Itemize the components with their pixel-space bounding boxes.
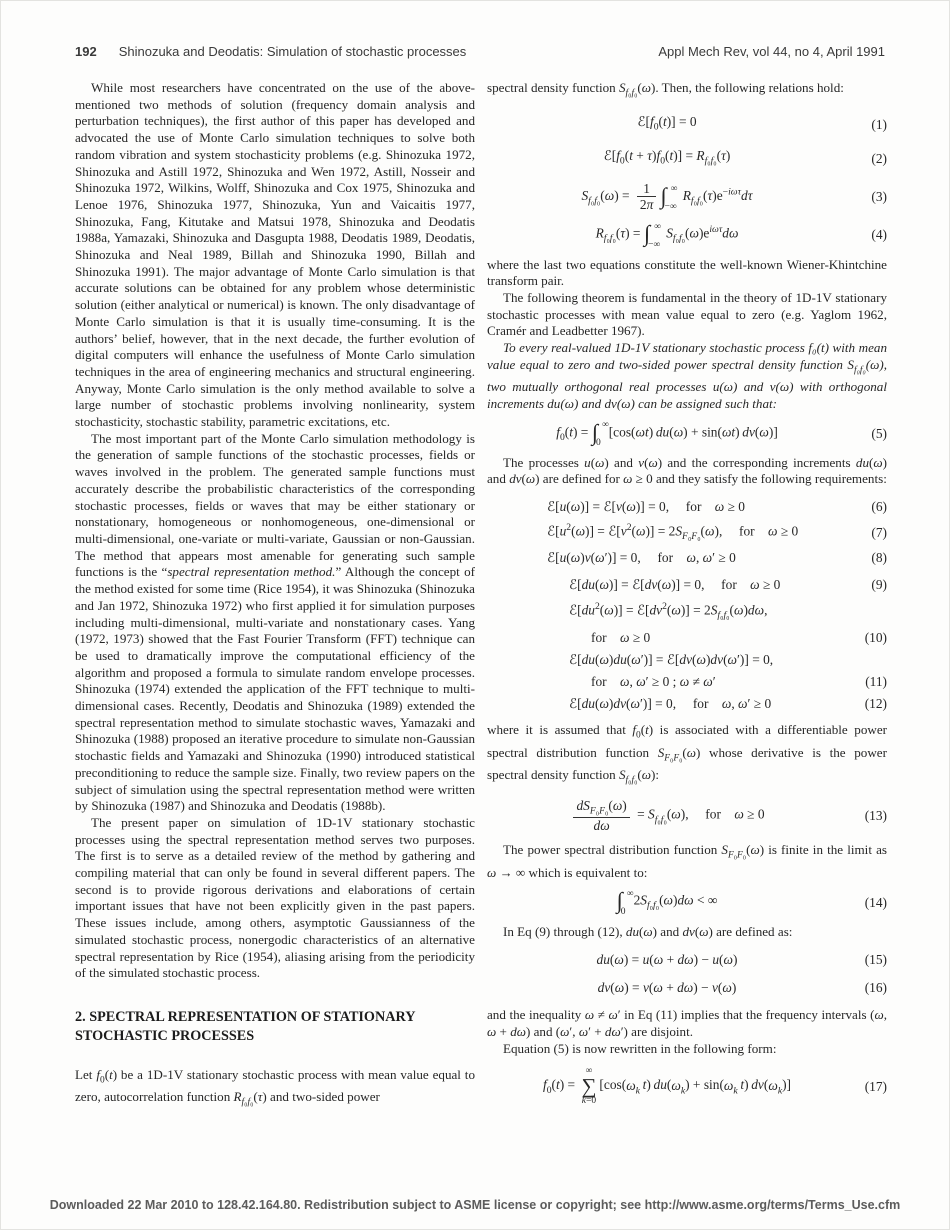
- left-column: [75, 80, 475, 1182]
- download-notice: Downloaded 22 Mar 2010 to 128.42.164.80. Redistribution subject to ASME license or copyright; see http://www.asme.org/terms/Terms_Use.cfm: [49, 1198, 901, 1212]
- equation-number: (10): [864, 630, 887, 646]
- equation-9: ℰ[du(ω)] = ℰ[dv(ω)] = 0, for ω ≥ 0 (9): [569, 577, 887, 593]
- section-heading-2: 2. SPECTRAL REPRESENTATION OF STATIONARY STOCHASTIC PROCESSES: [75, 1008, 415, 1045]
- equation-10-line2: for ω ≥ 0 (10): [591, 630, 887, 646]
- paragraph-relations-hold: spectral density function $S_{f_0f_0}(\omega)$. Then, the following relations hold:: [487, 80, 844, 99]
- equation-4: $R_{f_0f_0}(\tau)$ = ∫ ∞ −∞ $S_{f_0f_0}(\omega)e^{i\omega\tau}d\omega$ (4): [595, 221, 887, 250]
- equation-13: $\frac{dS_{F_0F_0}(\omega)}{d\omega}$ = $S_{f_0f_0}(\omega)$, for ω ≥ 0 (13): [487, 798, 887, 833]
- paragraph-processes-defined: The processes u(ω) and v(ω) and the corresponding increments du(ω) and dv(ω) are defined for ω ≥ 0 and they satisfy the following requirements:: [487, 454, 887, 487]
- equation-12: ℰ[du(ω)dv(ω′)] = 0, for ω, ω′ ≥ 0 (12): [569, 696, 887, 712]
- paragraph-theorem-intro: The following theorem is fundamental in the theory of 1D-1V stationary stochastic processes with mean value equal to zero (e.g. Yaglom 1962, Cramér and Leadbetter 1967).: [487, 290, 887, 339]
- equation-16: dv(ω) = v(ω + dω) − v(ω) (16): [597, 980, 887, 996]
- equation-17: $f_0(t)$ = ∞ ∑ k=0 [$\cos(\omega_k$ t) $du(\omega_k) + \sin(\omega_k$ t) $dv(\omega_k)$] (17): [542, 1066, 887, 1107]
- paragraph-distribution-finite: The power spectral distribution function $S_{F_0F_0}(\omega)$ is finite in the limit as ω → ∞ which is equivalent to:: [487, 842, 887, 880]
- equation-10-line1: $ℰ[du^2(\omega)]$ = $ℰ[dv^2(\omega)] = 2S_{f_0f_0}(\omega)d\omega$,: [569, 601, 768, 622]
- equation-number: (11): [865, 674, 887, 690]
- equation-1: $ℰ[f_0(t)] = 0$ (1): [637, 114, 887, 133]
- paragraph-let-f0: Let $f_0(t)$ be a 1D-1V stationary stochastic process with mean value equal to zero, autocorrelation function $R_{f_0f_0}(\tau)$ and two-sided power: [75, 1066, 475, 1108]
- equation-8: ℰ[u(ω)v(ω′)] = 0, for ω, ω′ ≥ 0 (8): [547, 550, 887, 566]
- equation-number: (9): [871, 577, 887, 593]
- equation-number: (5): [871, 426, 887, 442]
- paragraph-rewritten-form: Equation (5) is now rewritten in the following form:: [503, 1040, 777, 1056]
- paragraph-differentiable: where it is assumed that $f_0(t)$ is associated with a differentiable power spectral distribution function $S_{F_0F_0}(\omega)$ whose derivative is the power spectral density function $S_{f_0f_0}(\omega)$:: [487, 722, 887, 786]
- running-title: Shinozuka and Deodatis: Simulation of stochastic processes: [118, 44, 467, 59]
- equation-3: $S_{f_0f_0}(\omega)$ = $\frac{1}{2\pi}$ ∫ ∞ −∞ $R_{f_0f_0}(\tau)e^{-i\omega\tau}d\tau$ (3): [581, 180, 887, 213]
- equation-11-line2: for ω, ω′ ≥ 0 ; ω ≠ ω′ (11): [591, 674, 887, 690]
- page-number: 192: [75, 44, 97, 59]
- equation-number: (15): [864, 952, 887, 968]
- equation-14: ∫ ∞ 0 $2S_{f_0f_0}(\omega)d\omega$ < ∞ (14): [616, 888, 887, 917]
- journal-info: Appl Mech Rev, vol 44, no 4, April 1991: [658, 44, 885, 59]
- paragraph-inequality-disjoint: and the inequality ω ≠ ω′ in Eq (11) implies that the frequency intervals (ω, ω + dω) and (ω′, ω′ + dω′) are disjoint.: [487, 1007, 887, 1040]
- equation-15: du(ω) = u(ω + dω) − u(ω) (15): [596, 952, 887, 968]
- equation-number: (7): [871, 524, 887, 540]
- paragraph-intro-monte-carlo: While most researchers have concentrated on the use of the above-mentioned two methods of solution (frequency domain analysis and perturbation techniques), the first author of this paper has developed and advocated the use of Monte Carlo simulation techniques to solve both random vibration and system stochasticity problems (e.g. Shinozuka 1972, Shinozuka and Astill 1972, Shinozuka and Wen 1972, Astill, Nosseir and Shinozuka 1972, Wilkins, Wolff, Shinozuka and Cox 1975, Shinozuka and Lenoe 1976, Shinozuka 1977, Shinozuka, Yun and Vaicaitis 1977, Shinozuka, Fang, Kitutake and Matsui 1978, Shinozuka and Deodatis 1988a, Yamazaki, Shinozuka and Dasgupta 1988, Deodatis 1989, Deodatis, Shinozuka and Neal 1989, Billah and Shinozuka 1990, Billah and Shinozuka 1991). The major advantage of Monte Carlo simulation is that accurate solutions can be obtained for any problem whose deterministic solution (either analytical or numerical) is known. The only disadvantage of Monte Carlo simulation is that it is usually time-consuming. It is the authors’ belief, however, that in the next decade, the further evolution of digital computers will enhance the usefulness of Monte Carlo simulation techniques in the area of engineering mechanics and structural engineering. Anyway, Monte Carlo simulation is the only method available to solve a large number of stochastic problems involving nonlinearity, system stochasticity, stochastic stability, parametric excitations, etc.: [75, 80, 475, 430]
- equation-number: (3): [871, 189, 887, 205]
- paragraph-present-paper: The present paper on simulation of 1D-1V stationary stochastic processes using the spectral representation method serves two purposes. The first is to serve as a detailed review of the method by gathering and compiling material that can only be found in several different papers. The second is to provide rigorous derivations and elaborations of certain important issues that have not been explicitly given in the past papers. These issues include, among others, asymptotic Gaussianness of the simulated stochastic process, nonergodic characteristics of an alternative spectral representation by Rice (1954), aliasing arising from the periodicity of the simulated stochastic process.: [75, 814, 475, 981]
- equation-2: $ℰ[f_0(t + \tau)f_0(t)] = R_{f_0f_0}(\tau)$ (2): [603, 147, 887, 167]
- paragraph-wiener-khintchine: where the last two equations constitute the well-known Wiener-Khintchine transform pair.: [487, 256, 887, 289]
- equation-7: $ℰ[u^2(\omega)]$ = $ℰ[v^2(\omega)] = 2S_{F_0F_0}(\omega)$, for ω ≥ 0 (7): [547, 522, 887, 543]
- right-column: [487, 80, 887, 1182]
- equation-6: ℰ[u(ω)] = ℰ[v(ω)] = 0, for ω ≥ 0 (6): [547, 499, 887, 515]
- equation-number: (6): [871, 499, 887, 515]
- equation-number: (8): [871, 550, 887, 566]
- equation-number: (4): [871, 227, 887, 243]
- equation-11-line1: ℰ[du(ω)du(ω′)] = ℰ[dv(ω)dv(ω′)] = 0,: [569, 652, 774, 668]
- equation-5: $f_0(t)$ = ∫ ∞ 0 [cos(ωt) du(ω) + sin(ωt) dv(ω)] (5): [556, 419, 887, 448]
- equation-number: (1): [871, 117, 887, 133]
- page-header: [75, 44, 885, 59]
- paragraph-theorem-statement: To every real-valued 1D-1V stationary stochastic process f₀(t) with mean value equal to zero and two-sided power spectral density function $S_{f_0f_0}(\omega)$, two mutually orthogonal real processes u(ω) and v(ω) with orthogonal increments du(ω) and dv(ω) can be assigned such that:: [487, 340, 887, 411]
- equation-number: (12): [864, 696, 887, 712]
- paragraph-in-eq-9-12: In Eq (9) through (12), du(ω) and dv(ω) are defined as:: [503, 923, 793, 939]
- equation-number: (2): [871, 150, 887, 166]
- paragraph-sample-functions: The most important part of the Monte Carlo simulation methodology is the generation of sample functions of the stochastic processes, fields or waves involved in the problem. The generated sample functions must accurately describe the probabilistic characteristics of the corresponding stochastic processes, fields or waves that may be either stationary or nonstationary, homogeneous or nonhomogeneous, one-dimensional or multi-dimensional, one-variate or multi-variate, Gaussian or non-Gaussian. The method that appears most amenable for generating such sample functions is the “spectral representation method.” Although the concept of the method existed for some time (Rice 1954), it was Shinozuka (Shinozuka and Jan 1972, Shinozuka 1972) who first applied it for simulation purposes including multi-dimensional, multi-variate and nonstationary cases. Yang (1972, 1973) showed that the Fast Fourier Transform (FFT) technique can be used to dramatically improve the computational efficiency of the algorithm and proposed a formula to simulate random envelope processes. Shinozuka (1974) extended the application of the FFT technique to multi-dimensional cases. Recently, Deodatis and Shinozuka (1989) extended the spectral representation method to simulate stochastic waves, Yamazaki and Shinozuka (1988) proposed an iterative procedure to simulate non-Gaussian stochastic fields and Yamazaki and Shinozuka (1990) introduced statistical preconditioning to reduce the sample size. Finally, two review papers on the subject of simulation using the spectral representation method were written by Shinozuka (1987) and Shinozuka and Deodatis (1988b).: [75, 430, 475, 814]
- equation-number: (14): [864, 895, 887, 911]
- equation-number: (17): [864, 1078, 887, 1094]
- equation-group-9-12: [487, 576, 887, 712]
- equation-number: (13): [864, 808, 887, 824]
- equation-group-6-8: [487, 498, 887, 566]
- equation-number: (16): [864, 980, 887, 996]
- header-left: [75, 44, 466, 59]
